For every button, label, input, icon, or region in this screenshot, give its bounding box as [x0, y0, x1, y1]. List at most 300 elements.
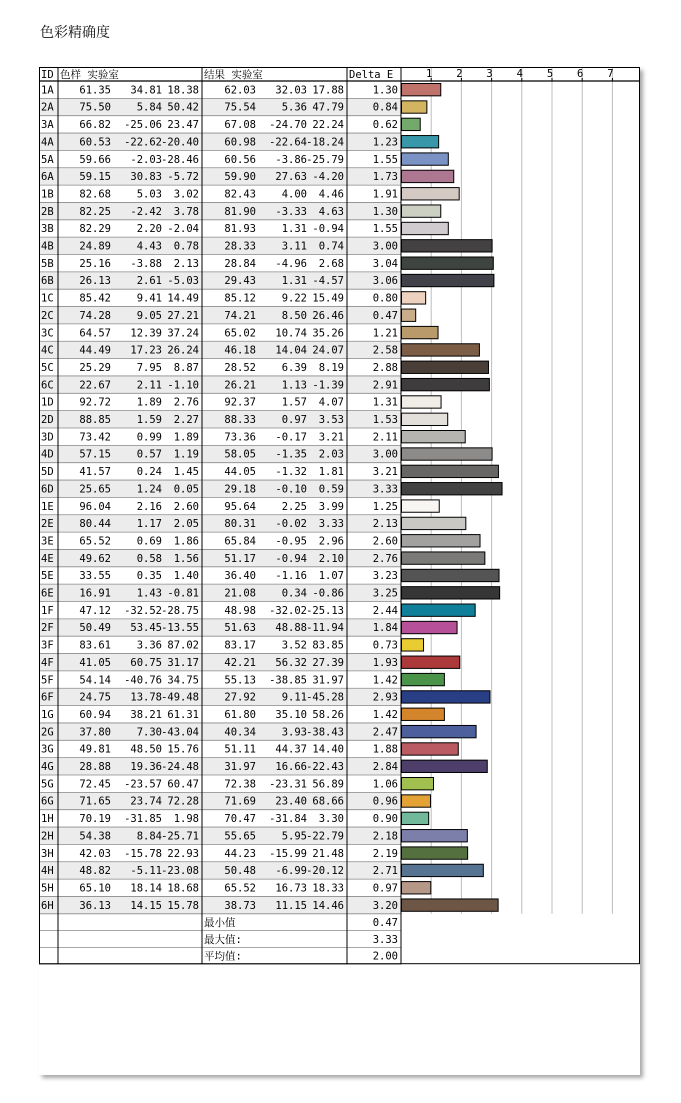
summary-value: 3.33 — [372, 933, 398, 946]
result-lab-value: -0.17 — [275, 431, 307, 444]
delta-e-value: 2.13 — [372, 518, 398, 531]
result-lab-value: 83.85 — [312, 639, 344, 652]
result-lab-value: -38.85 — [269, 674, 307, 687]
result-lab-value: 26.21 — [224, 379, 256, 392]
sample-lab-value: 23.74 — [130, 795, 162, 808]
row-id: 2F — [41, 622, 54, 635]
result-lab-value: 44.37 — [275, 743, 307, 756]
row-id: 4B — [41, 240, 54, 253]
result-lab-value: 56.89 — [312, 778, 344, 791]
result-lab-value: 81.90 — [224, 205, 256, 218]
summary-label: 最小值 — [204, 917, 236, 930]
delta-e-value: 2.93 — [372, 691, 398, 704]
delta-e-value: 2.18 — [372, 830, 398, 843]
sample-lab-value: -20.40 — [161, 136, 199, 149]
delta-e-bar — [402, 84, 441, 96]
result-lab-value: 4.46 — [318, 188, 344, 201]
result-lab-value: 95.64 — [224, 500, 256, 513]
sample-lab-value: -5.03 — [167, 275, 199, 288]
sample-lab-value: 1.98 — [173, 813, 199, 826]
sample-lab-value: 41.05 — [79, 656, 111, 669]
result-lab-value: 29.43 — [224, 275, 256, 288]
axis-tick-label: 7 — [607, 68, 614, 80]
sample-lab-value: 48.82 — [79, 865, 111, 878]
sample-lab-value: 34.81 — [130, 84, 162, 97]
sample-lab-value: 61.35 — [79, 84, 111, 97]
sample-lab-value: -2.42 — [130, 205, 162, 218]
sample-lab-value: 92.72 — [79, 396, 111, 409]
sample-lab-value: 25.65 — [79, 483, 111, 496]
result-lab-value: -32.02 — [269, 604, 307, 617]
result-lab-value: 1.31 — [281, 223, 307, 236]
sample-lab-value: 7.95 — [136, 361, 162, 374]
result-lab-value: 3.30 — [318, 813, 344, 826]
sample-lab-value: -23.08 — [161, 865, 199, 878]
sample-lab-value: 15.76 — [167, 743, 199, 756]
delta-e-value: 3.04 — [372, 257, 398, 270]
delta-e-value: 1.55 — [372, 223, 398, 236]
row-id: 6A — [41, 171, 54, 184]
result-lab-value: 68.66 — [312, 795, 344, 808]
sample-lab-value: 38.21 — [130, 708, 162, 721]
result-lab-value: 0.59 — [318, 483, 344, 496]
delta-e-bar — [402, 604, 476, 616]
result-lab-value: 15.49 — [312, 292, 344, 305]
delta-e-value: 3.33 — [372, 483, 398, 496]
result-lab-value: 62.03 — [224, 84, 256, 97]
result-lab-value: -23.31 — [269, 778, 307, 791]
delta-e-value: 0.97 — [372, 882, 398, 895]
delta-e-bar — [402, 569, 500, 581]
axis-tick-label: 2 — [456, 68, 463, 80]
row-id: 1B — [41, 188, 54, 201]
sample-lab-value: 82.68 — [79, 188, 111, 201]
sample-lab-value: 60.75 — [130, 656, 162, 669]
result-lab-value: 0.34 — [281, 587, 307, 600]
row-id: 4D — [41, 448, 54, 461]
result-lab-value: -31.84 — [269, 813, 307, 826]
sample-lab-value: 5.84 — [136, 101, 162, 114]
row-id: 2D — [41, 414, 54, 426]
result-lab-value: 23.40 — [275, 795, 307, 808]
sample-lab-value: 9.05 — [136, 309, 162, 322]
sample-lab-value: -1.10 — [167, 379, 199, 392]
result-lab-value: -1.32 — [275, 466, 307, 479]
result-lab-value: 58.26 — [312, 708, 344, 721]
row-id: 5F — [41, 674, 54, 687]
sample-lab-value: -28.75 — [161, 604, 199, 617]
row-id: 4C — [41, 344, 54, 357]
sample-lab-value: 72.28 — [167, 795, 199, 808]
delta-e-value: 2.19 — [372, 847, 398, 860]
row-id: 6D — [41, 483, 54, 496]
page-title: 色彩精确度 — [40, 25, 110, 41]
result-lab-value: -0.95 — [275, 535, 307, 548]
sample-lab-value: -49.48 — [161, 691, 199, 704]
sample-lab-value: 2.61 — [136, 275, 162, 288]
result-lab-value: 27.39 — [312, 656, 344, 669]
delta-e-value: 1.73 — [372, 171, 398, 184]
result-lab-value: 71.69 — [224, 795, 256, 808]
sample-lab-value: 71.65 — [79, 795, 111, 808]
row-id: 6E — [41, 587, 54, 600]
result-lab-value: 27.63 — [275, 171, 307, 184]
sample-lab-value: 18.68 — [167, 882, 199, 895]
sample-lab-value: 2.11 — [136, 379, 162, 392]
sample-lab-value: -24.48 — [161, 761, 199, 773]
result-lab-value: -1.39 — [312, 379, 344, 392]
delta-e-bar — [402, 725, 477, 737]
result-lab-value: -25.79 — [306, 153, 344, 166]
sample-lab-value: 41.57 — [79, 466, 111, 479]
sample-lab-value: 2.13 — [173, 257, 199, 270]
sample-lab-value: 87.02 — [167, 639, 199, 652]
delta-e-bar — [402, 448, 493, 460]
delta-e-value: 1.06 — [372, 778, 398, 791]
summary-value: 2.00 — [372, 950, 398, 963]
result-lab-value: 28.84 — [224, 257, 256, 270]
sample-lab-value: -28.46 — [161, 153, 199, 166]
delta-e-bar — [402, 691, 490, 703]
delta-e-bar — [402, 222, 449, 234]
delta-e-value: 0.90 — [372, 813, 398, 826]
sample-lab-value: 22.67 — [79, 379, 111, 392]
sample-lab-value: 65.52 — [79, 535, 111, 548]
delta-e-bar — [402, 778, 434, 790]
row-id: 1G — [41, 708, 54, 721]
result-lab-value: 85.12 — [224, 292, 256, 305]
result-lab-value: -4.57 — [312, 275, 344, 288]
sample-lab-value: 48.50 — [130, 743, 162, 756]
delta-e-value: 3.21 — [372, 466, 398, 479]
sample-lab-value: 3.78 — [173, 205, 199, 218]
sample-lab-value: -2.03 — [130, 153, 162, 166]
sample-lab-value: -31.85 — [124, 813, 162, 826]
result-lab-value: -25.13 — [306, 604, 344, 617]
result-lab-value: 82.43 — [224, 188, 256, 201]
result-lab-value: 3.53 — [318, 414, 344, 426]
result-lab-value: 16.73 — [275, 882, 307, 895]
axis-tick-label: 5 — [546, 68, 554, 80]
result-lab-value: 48.98 — [224, 604, 256, 617]
sample-lab-value: 9.41 — [136, 292, 162, 305]
sample-lab-value: 60.47 — [167, 778, 199, 791]
delta-e-value: 3.06 — [372, 275, 398, 288]
result-lab-value: 40.34 — [224, 726, 256, 739]
sample-lab-value: 1.45 — [173, 466, 199, 479]
sample-lab-value: 0.35 — [136, 570, 162, 583]
result-lab-value: 28.33 — [224, 240, 256, 253]
row-id: 1E — [41, 500, 54, 513]
sample-lab-value: -13.55 — [161, 622, 199, 635]
sample-lab-value: 12.39 — [130, 327, 162, 340]
result-lab-value: 2.25 — [281, 500, 307, 513]
result-lab-value: -22.43 — [306, 761, 344, 773]
delta-e-value: 2.71 — [372, 865, 398, 878]
sample-lab-value: 0.24 — [136, 466, 162, 479]
delta-e-bar — [402, 292, 426, 304]
delta-e-bar — [402, 361, 489, 373]
delta-e-value: 2.88 — [372, 361, 398, 374]
result-lab-value: -6.99 — [275, 865, 307, 878]
row-id: 4A — [41, 136, 54, 149]
result-lab-value: 72.38 — [224, 778, 256, 791]
row-id: 4H — [41, 865, 54, 878]
sample-lab-value: 25.16 — [79, 257, 111, 270]
result-lab-value: 14.46 — [312, 899, 344, 912]
sample-lab-value: -23.57 — [124, 778, 162, 791]
result-lab-value: 5.36 — [281, 101, 307, 114]
delta-e-bar — [402, 188, 460, 200]
delta-e-value: 1.53 — [372, 414, 398, 426]
result-lab-value: 18.33 — [312, 882, 344, 895]
sample-lab-value: 49.81 — [79, 743, 111, 756]
sample-lab-value: 23.47 — [167, 119, 199, 132]
result-lab-value: 3.21 — [318, 431, 344, 444]
result-lab-value: -3.86 — [275, 153, 307, 166]
result-lab-value: 3.93 — [281, 726, 307, 739]
delta-e-value: 2.91 — [372, 379, 398, 392]
sample-lab-value: 0.99 — [136, 431, 162, 444]
result-lab-value: 14.04 — [275, 344, 307, 357]
result-lab-value: 0.74 — [318, 240, 344, 253]
sample-lab-value: 83.61 — [79, 639, 111, 652]
row-id: 3C — [41, 327, 54, 340]
delta-e-value: 2.60 — [372, 535, 398, 548]
sample-lab-value: 26.13 — [79, 275, 111, 288]
delta-e-bar — [402, 535, 481, 547]
header-delta-e: Delta E — [349, 69, 394, 81]
sample-lab-value: 15.78 — [167, 899, 199, 912]
sample-lab-value: 80.44 — [79, 518, 111, 531]
sample-lab-value: -25.06 — [124, 119, 162, 132]
result-lab-value: 65.52 — [224, 882, 256, 895]
sample-lab-value: 34.75 — [167, 674, 199, 687]
delta-e-value: 2.44 — [372, 604, 398, 617]
header-id: ID — [41, 69, 54, 81]
result-lab-value: 73.36 — [224, 431, 256, 444]
result-lab-value: -45.28 — [306, 691, 344, 704]
result-lab-value: 11.15 — [275, 899, 307, 912]
sample-lab-value: 25.29 — [79, 361, 111, 374]
row-id: 3G — [41, 743, 54, 756]
result-lab-value: 42.21 — [224, 656, 256, 669]
result-lab-value: 74.21 — [224, 309, 256, 322]
sample-lab-value: 82.25 — [79, 205, 111, 218]
result-lab-value: -0.86 — [312, 587, 344, 600]
result-lab-value: 60.98 — [224, 136, 256, 149]
delta-e-value: 1.93 — [372, 656, 398, 669]
sample-lab-value: 1.19 — [173, 448, 199, 461]
header-result-lab: 结果 实验室 — [204, 69, 263, 81]
row-id: 6H — [41, 899, 54, 912]
delta-e-bar — [402, 465, 499, 477]
result-lab-value: 3.33 — [318, 518, 344, 531]
sample-lab-value: -32.52 — [124, 604, 162, 617]
delta-e-bar — [402, 274, 494, 286]
result-lab-value: 5.95 — [281, 830, 307, 843]
result-lab-value: 3.11 — [281, 240, 307, 253]
sample-lab-value: 2.60 — [173, 500, 199, 513]
delta-e-bar — [402, 760, 488, 772]
sample-lab-value: 14.15 — [130, 899, 162, 912]
sample-lab-value: 36.13 — [79, 899, 111, 912]
sample-lab-value: 0.58 — [136, 552, 162, 565]
sample-lab-value: 13.78 — [130, 691, 162, 704]
delta-e-value: 0.80 — [372, 292, 398, 305]
sample-lab-value: -22.62 — [124, 136, 162, 149]
sample-lab-value: 57.15 — [79, 448, 111, 461]
delta-e-bar — [402, 899, 499, 911]
result-lab-value: 28.52 — [224, 361, 256, 374]
result-lab-value: 1.57 — [281, 396, 307, 409]
delta-e-bar — [402, 552, 485, 564]
delta-e-value: 1.91 — [372, 188, 398, 201]
result-lab-value: 16.66 — [275, 761, 307, 773]
sample-lab-value: 0.05 — [173, 483, 199, 496]
sample-lab-value: 31.17 — [167, 656, 199, 669]
sample-lab-value: -40.76 — [124, 674, 162, 687]
sample-lab-value: 1.86 — [173, 535, 199, 548]
sample-lab-value: 24.75 — [79, 691, 111, 704]
sample-lab-value: 16.91 — [79, 587, 111, 600]
color-accuracy-table — [39, 67, 640, 1075]
sample-lab-value: 74.28 — [79, 309, 111, 322]
sample-lab-value: 18.38 — [167, 84, 199, 97]
delta-e-bar — [402, 795, 431, 807]
sample-lab-value: 18.14 — [130, 882, 162, 895]
result-lab-value: 2.68 — [318, 257, 344, 270]
header-sample-lab: 色样 实验室 — [60, 69, 119, 81]
row-id: 1C — [41, 292, 54, 305]
sample-lab-value: 54.38 — [79, 830, 111, 843]
result-lab-value: 1.07 — [318, 570, 344, 583]
sample-lab-value: 66.82 — [79, 119, 111, 132]
row-id: 2A — [41, 101, 54, 114]
delta-e-value: 3.25 — [372, 587, 398, 600]
sample-lab-value: 0.69 — [136, 535, 162, 548]
result-lab-value: 6.39 — [281, 361, 307, 374]
sample-lab-value: 17.23 — [130, 344, 162, 357]
sample-lab-value: 54.14 — [79, 674, 111, 687]
result-lab-value: -0.02 — [275, 518, 307, 531]
row-id: 2H — [41, 830, 54, 843]
row-id: 6C — [41, 379, 54, 392]
result-lab-value: 50.48 — [224, 865, 256, 878]
delta-e-bar — [402, 587, 500, 599]
result-lab-value: -38.43 — [306, 726, 344, 739]
delta-e-value: 3.00 — [372, 240, 398, 253]
sample-lab-value: 26.24 — [167, 344, 199, 357]
result-lab-value: 4.63 — [318, 205, 344, 218]
result-lab-value: 44.05 — [224, 466, 256, 479]
result-lab-value: -15.99 — [269, 847, 307, 860]
result-lab-value: -3.33 — [275, 205, 307, 218]
result-lab-value: 65.02 — [224, 327, 256, 340]
delta-e-bar — [402, 830, 468, 842]
delta-e-value: 1.25 — [372, 500, 398, 513]
delta-e-value: 3.00 — [372, 448, 398, 461]
delta-e-value: 0.62 — [372, 119, 398, 132]
sample-lab-value: 4.43 — [136, 240, 162, 253]
result-lab-value: -0.94 — [275, 552, 307, 565]
result-lab-value: 9.22 — [281, 292, 307, 305]
delta-e-bar — [402, 396, 442, 408]
delta-e-bar — [402, 639, 424, 651]
row-id: 2C — [41, 309, 54, 322]
sample-lab-value: 2.05 — [173, 518, 199, 531]
sample-lab-value: 37.80 — [79, 726, 111, 739]
result-lab-value: 44.23 — [224, 847, 256, 860]
sample-lab-value: -25.71 — [161, 830, 199, 843]
delta-e-value: 1.21 — [372, 327, 398, 340]
sample-lab-value: 37.24 — [167, 327, 199, 340]
delta-e-bar — [402, 240, 493, 252]
sample-lab-value: 19.36 — [130, 761, 162, 773]
sample-lab-value: -2.04 — [167, 223, 199, 236]
row-id: 3D — [41, 431, 54, 444]
row-id: 5H — [41, 882, 54, 895]
sample-lab-value: 72.45 — [79, 778, 111, 791]
row-id: 3H — [41, 847, 54, 860]
sample-lab-value: 1.89 — [173, 431, 199, 444]
result-lab-value: -18.24 — [306, 136, 344, 149]
sample-lab-value: 2.20 — [136, 223, 162, 236]
sample-lab-value: 0.57 — [136, 448, 162, 461]
delta-e-value: 1.30 — [372, 205, 398, 218]
row-id: 4G — [41, 761, 54, 773]
result-lab-value: 1.31 — [281, 275, 307, 288]
result-lab-value: 38.73 — [224, 899, 256, 912]
result-lab-value: 21.48 — [312, 847, 344, 860]
result-lab-value: 61.80 — [224, 708, 256, 721]
row-id: 2G — [41, 726, 54, 739]
delta-e-bar — [402, 708, 445, 720]
row-id: 2B — [41, 205, 54, 218]
delta-e-value: 0.84 — [372, 101, 398, 114]
sample-lab-value: 59.66 — [79, 153, 111, 166]
result-lab-value: 4.00 — [281, 188, 307, 201]
delta-e-value: 0.47 — [372, 309, 398, 322]
delta-e-bar — [402, 170, 454, 182]
result-lab-value: -4.20 — [312, 171, 344, 184]
delta-e-value: 1.42 — [372, 708, 398, 721]
result-lab-value: 70.47 — [224, 813, 256, 826]
delta-e-bar — [402, 743, 459, 755]
sample-lab-value: 27.21 — [167, 309, 199, 322]
row-id: 4F — [41, 656, 54, 669]
result-lab-value: 24.07 — [312, 344, 344, 357]
delta-e-value: 2.11 — [372, 431, 398, 444]
result-lab-value: 55.13 — [224, 674, 256, 687]
row-id: 6G — [41, 795, 54, 808]
row-id: 1D — [41, 396, 54, 409]
sample-lab-value: 1.24 — [136, 483, 162, 496]
sample-lab-value: 49.62 — [79, 552, 111, 565]
delta-e-bar — [402, 812, 429, 824]
delta-e-value: 2.58 — [372, 344, 398, 357]
sample-lab-value: -5.72 — [167, 171, 199, 184]
delta-e-bar — [402, 656, 460, 668]
delta-e-value: 1.84 — [372, 622, 398, 635]
delta-e-bar — [402, 101, 427, 113]
result-lab-value: 88.33 — [224, 414, 256, 426]
sample-lab-value: 85.42 — [79, 292, 111, 305]
result-lab-value: 31.97 — [312, 674, 344, 687]
row-id: 1H — [41, 813, 54, 826]
delta-e-value: 1.88 — [372, 743, 398, 756]
sample-lab-value: -43.04 — [161, 726, 199, 739]
